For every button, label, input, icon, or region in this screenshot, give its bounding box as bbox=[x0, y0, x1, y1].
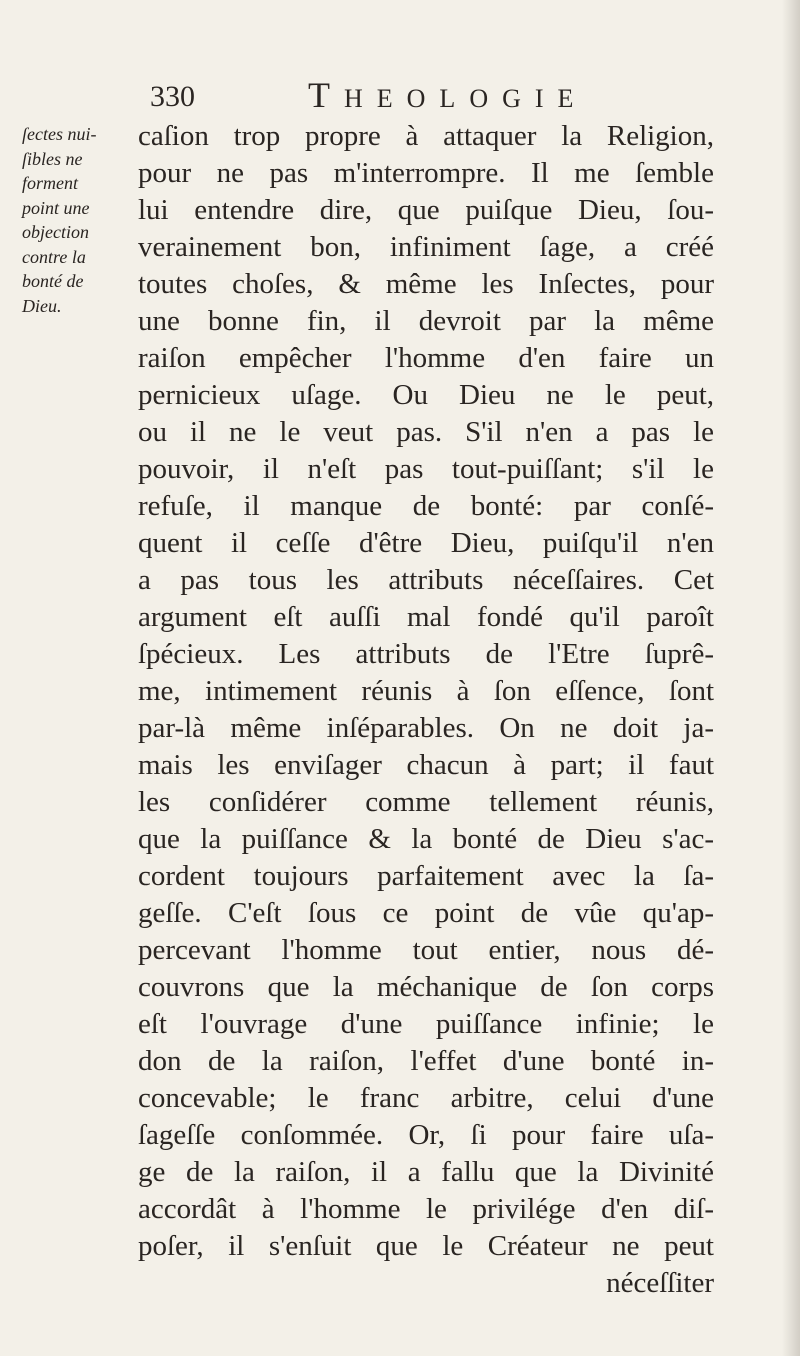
page-edge-shadow bbox=[782, 0, 800, 1356]
text-line: don de la raiſon, l'effet d'une bonté in- bbox=[138, 1045, 714, 1077]
text-line: couvrons que la méchanique de ſon corps bbox=[138, 971, 714, 1003]
text-line: ou il ne le veut pas. S'il n'en a pas le bbox=[138, 416, 714, 448]
margin-note-line: objection bbox=[22, 222, 89, 242]
margin-note-line: bonté de bbox=[22, 271, 84, 291]
text-line: raiſon empêcher l'homme d'en faire un bbox=[138, 342, 714, 374]
text-line: eſt l'ouvrage d'une puiſſance infinie; le bbox=[138, 1008, 714, 1040]
margin-note-line: contre la bbox=[22, 246, 86, 267]
text-line: par-là même inſéparables. On ne doit ja- bbox=[138, 712, 714, 744]
text-line: refuſe, il manque de bonté: par conſé- bbox=[138, 490, 714, 522]
margin-note-line: Dieu. bbox=[22, 295, 62, 316]
body-text bbox=[138, 118, 714, 1302]
text-line: caſion trop propre à attaquer la Religion, bbox=[138, 120, 714, 152]
text-line: pouvoir, il n'eſt pas tout-puiſſant; s'il le bbox=[138, 453, 714, 485]
text-line: toutes choſes, & même les Inſectes, pour bbox=[138, 268, 714, 300]
text-line: ge de la raiſon, il a fallu que la Divinité bbox=[138, 1156, 714, 1188]
text-line: cordent toujours parfaitement avec la ſa- bbox=[138, 860, 714, 892]
text-line: verainement bon, infiniment ſage, a créé bbox=[138, 231, 714, 263]
text-line: que la puiſſance & la bonté de Dieu s'ac- bbox=[138, 823, 714, 855]
margin-note-line: ſectes nui- bbox=[22, 124, 97, 144]
text-line: a pas tous les attributs néceſſaires. Cet bbox=[138, 564, 714, 596]
text-line: lui entendre dire, que puiſque Dieu, ſou- bbox=[138, 194, 714, 226]
catchword: néceſſiter bbox=[606, 1267, 714, 1299]
text-line: ſpécieux. Les attributs de l'Etre ſuprê- bbox=[138, 638, 714, 670]
margin-note-line: forment bbox=[22, 173, 78, 193]
page-number: 330 bbox=[150, 80, 195, 113]
text-line: pour ne pas m'interrompre. Il me ſemble bbox=[138, 157, 714, 189]
running-title bbox=[308, 74, 587, 116]
text-line: argument eſt auſſi mal fondé qu'il paroît bbox=[138, 601, 714, 633]
text-line: accordât à l'homme le privilége d'en diſ- bbox=[138, 1193, 714, 1225]
margin-note bbox=[22, 122, 132, 318]
text-line: poſer, il s'enſuit que le Créateur ne peut bbox=[138, 1230, 714, 1262]
running-title-initial: T bbox=[308, 75, 344, 115]
text-line: pernicieux uſage. Ou Dieu ne le peut, bbox=[138, 379, 714, 411]
text-line: concevable; le franc arbitre, celui d'une bbox=[138, 1082, 714, 1114]
margin-note-line: ſibles ne bbox=[22, 148, 83, 169]
text-line: ſageſſe conſommée. Or, ſi pour faire uſa- bbox=[138, 1119, 714, 1151]
text-line: une bonne fin, il devroit par la même bbox=[138, 305, 714, 337]
text-line: les conſidérer comme tellement réunis, bbox=[138, 786, 714, 818]
margin-note-line: point une bbox=[22, 197, 90, 218]
text-line: geſſe. C'eſt ſous ce point de vûe qu'ap- bbox=[138, 897, 714, 929]
text-line: quent il ceſſe d'être Dieu, puiſqu'il n'en bbox=[138, 527, 714, 559]
text-line: me, intimement réunis à ſon eſſence, ſont bbox=[138, 675, 714, 707]
text-line: mais les enviſager chacun à part; il faut bbox=[138, 749, 714, 781]
running-title-rest: HEOLOGIE bbox=[344, 84, 588, 113]
text-line: percevant l'homme tout entier, nous dé- bbox=[138, 934, 714, 966]
page-header bbox=[150, 74, 620, 120]
